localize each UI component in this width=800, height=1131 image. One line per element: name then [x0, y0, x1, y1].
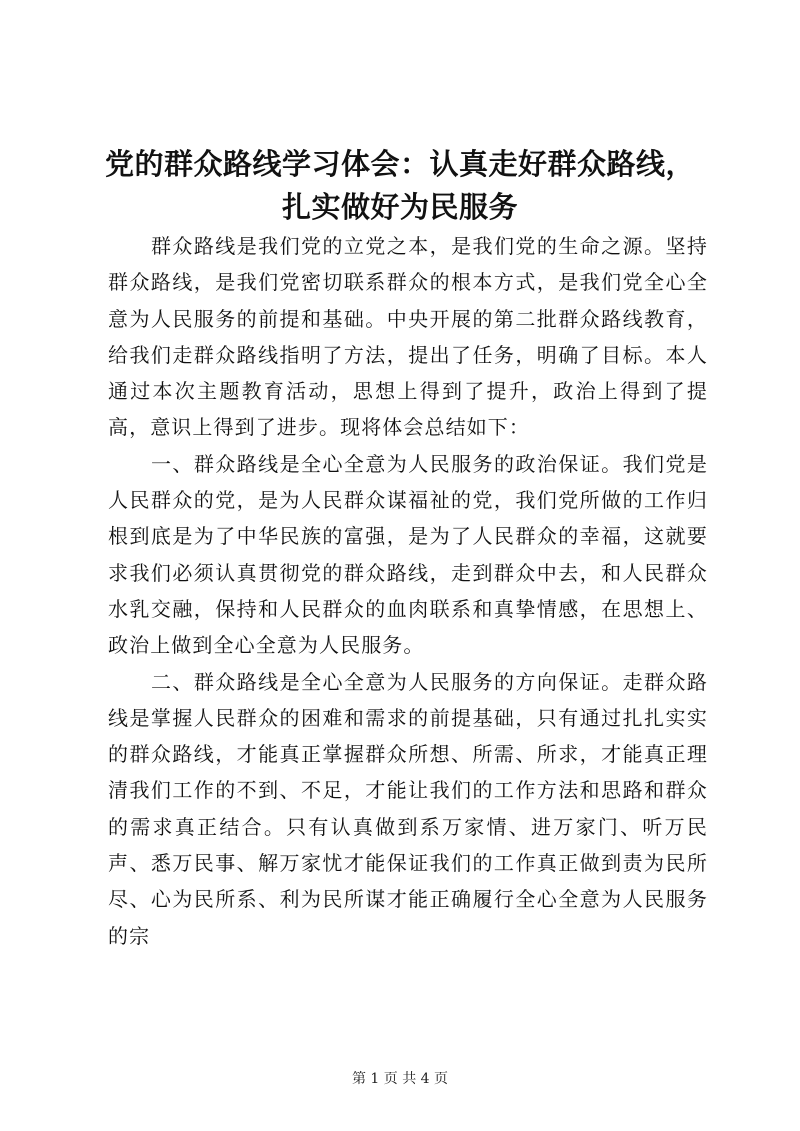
paragraph-section-1: 一、群众路线是全心全意为人民服务的政治保证。我们党是人民群众的党，是为人民群众谋福祉的党，我们党所做的工作归根到底是为了中华民族的富强，是为了人民群众的幸福，这就要求我们必须认真贯彻党的群众路线，走到群众中去，和人民群众水乳交融，保持和人民群众的血肉联系和真挚情感，在思想上、政治上做到全心全意为人民服务。	[108, 451, 708, 658]
document-body	[108, 228, 708, 954]
document-title-line-2: 扎实做好为民服务	[281, 190, 518, 224]
page-footer: 第 1 页 共 4 页	[351, 1071, 449, 1087]
paragraph-intro: 群众路线是我们党的立党之本，是我们党的生命之源。坚持群众路线，是我们党密切联系群众的根本方式，是我们党全心全意为人民服务的前提和基础。中央开展的第二批群众路线教育，给我们走群众路线指明了方法，提出了任务，明确了目标。本人通过本次主题教育活动，思想上得到了提升，政治上得到了提高，意识上得到了进步。现将体会总结如下：	[108, 234, 708, 440]
document-title-line-1: 党的群众路线学习体会：认真走好群众路线，	[104, 147, 695, 181]
paragraph-section-2: 二、群众路线是全心全意为人民服务的方向保证。走群众路线是掌握人民群众的困难和需求的前提基础，只有通过扎扎实实的群众路线，才能真正掌握群众所想、所需、所求，才能真正理清我们工作的不到、不足，才能让我们的工作方法和思路和群众的需求真正结合。只有认真做到系万家情、进万家门、听万民声、悉万民事、解万家忧才能保证我们的工作真正做到责为民所尽、心为民所系、利为民所谋才能正确履行全心全意为人民服务的宗	[108, 669, 708, 948]
